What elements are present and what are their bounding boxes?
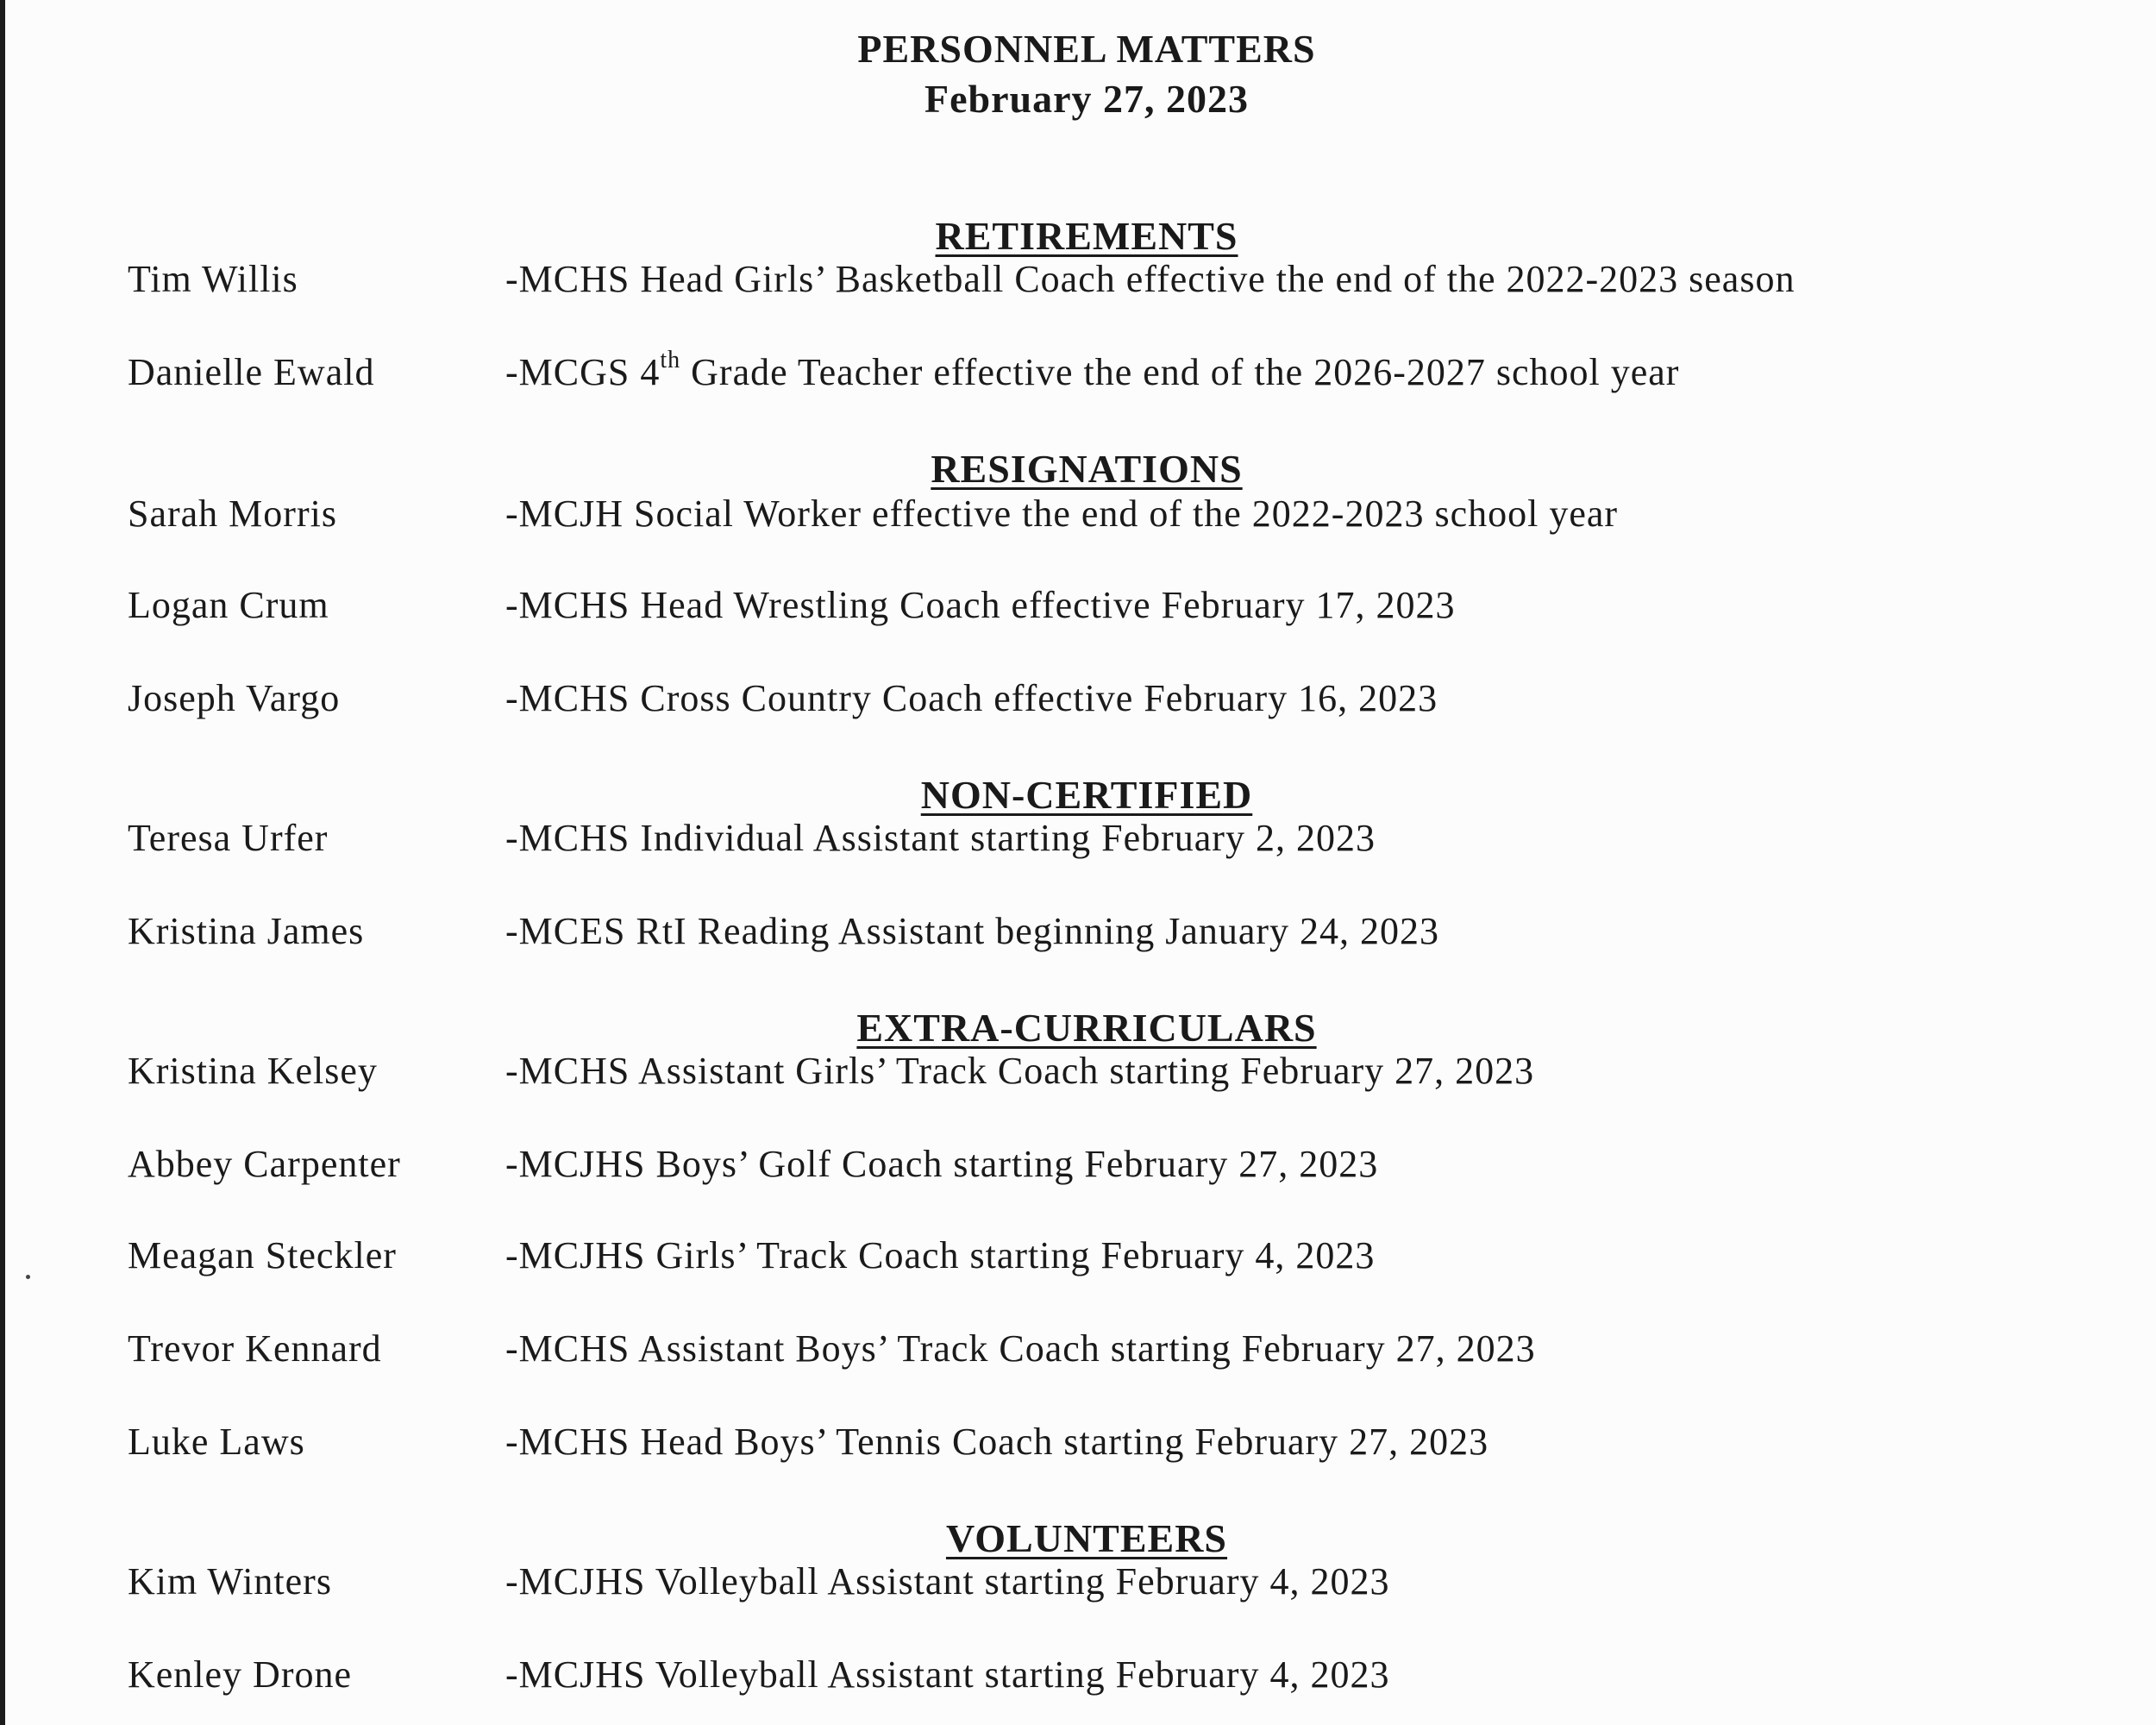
person-name: Abbey Carpenter xyxy=(128,1143,401,1185)
list-item xyxy=(0,674,2156,723)
position-description: -MCHS Assistant Girls’ Track Coach starting February 27, 2023 xyxy=(505,1050,1535,1092)
list-item xyxy=(0,1651,2156,1699)
list-item xyxy=(0,1558,2156,1606)
section-heading-resignations: RESIGNATIONS xyxy=(931,447,1243,491)
person-name: Meagan Steckler xyxy=(128,1234,397,1276)
person-name: Luke Laws xyxy=(128,1421,305,1463)
person-name: Sarah Morris xyxy=(128,492,337,535)
person-name: Kenley Drone xyxy=(128,1653,353,1696)
person-name: Kim Winters xyxy=(128,1560,332,1603)
position-description: -MCJHS Boys’ Golf Coach starting February 27, 2023 xyxy=(505,1143,1379,1185)
list-item xyxy=(0,490,2156,538)
person-name: Tim Willis xyxy=(128,258,298,300)
section-heading-volunteers: VOLUNTEERS xyxy=(945,1516,1228,1560)
person-name: Kristina James xyxy=(128,910,365,952)
list-item xyxy=(0,1140,2156,1189)
desc-part: -MCGS 4 xyxy=(505,351,661,393)
position-description: -MCJHS Volleyball Assistant starting February 4, 2023 xyxy=(505,1560,1390,1603)
position-description: -MCJH Social Worker effective the end of the 2022-2023 school year xyxy=(505,492,1619,535)
position-description: -MCHS Head Girls’ Basketball Coach effective the end of the 2022-2023 season xyxy=(505,258,1796,300)
person-name: Danielle Ewald xyxy=(128,351,375,393)
document-title: PERSONNEL MATTERS xyxy=(857,27,1316,71)
list-item xyxy=(0,907,2156,956)
position-description xyxy=(505,348,1679,397)
document-date: February 27, 2023 xyxy=(924,77,1249,121)
section-heading-non-certified: NON-CERTIFIED xyxy=(920,773,1253,817)
list-item xyxy=(0,814,2156,862)
position-description: -MCHS Cross Country Coach effective February 16, 2023 xyxy=(505,677,1438,719)
position-description: -MCHS Head Wrestling Coach effective February 17, 2023 xyxy=(505,584,1456,626)
position-description: -MCHS Individual Assistant starting February 2, 2023 xyxy=(505,817,1376,859)
document-header xyxy=(0,24,2156,124)
position-description: -MCES RtI Reading Assistant beginning January 24, 2023 xyxy=(505,910,1440,952)
position-description: -MCJHS Girls’ Track Coach starting February 4, 2023 xyxy=(505,1234,1376,1276)
person-name: Joseph Vargo xyxy=(128,677,341,719)
list-item xyxy=(0,1418,2156,1466)
list-item xyxy=(0,1232,2156,1280)
list-item xyxy=(0,1047,2156,1095)
person-name: Trevor Kennard xyxy=(128,1327,382,1370)
desc-part: Grade Teacher effective the end of the 2026-2027 school year xyxy=(680,351,1680,393)
position-description: -MCHS Assistant Boys’ Track Coach starting February 27, 2023 xyxy=(505,1327,1536,1370)
list-item xyxy=(0,255,2156,304)
ordinal-suffix: th xyxy=(660,347,681,374)
person-name: Logan Crum xyxy=(128,584,329,626)
position-description: -MCJHS Volleyball Assistant starting February 4, 2023 xyxy=(505,1653,1390,1696)
person-name: Kristina Kelsey xyxy=(128,1050,378,1092)
list-item xyxy=(0,1325,2156,1373)
list-item xyxy=(0,581,2156,630)
position-description: -MCHS Head Boys’ Tennis Coach starting February 27, 2023 xyxy=(505,1421,1489,1463)
section-heading-retirements: RETIREMENTS xyxy=(935,214,1238,258)
section-heading-extra-curriculars: EXTRA-CURRICULARS xyxy=(856,1006,1317,1050)
person-name: Teresa Urfer xyxy=(128,817,329,859)
list-item xyxy=(0,348,2156,397)
